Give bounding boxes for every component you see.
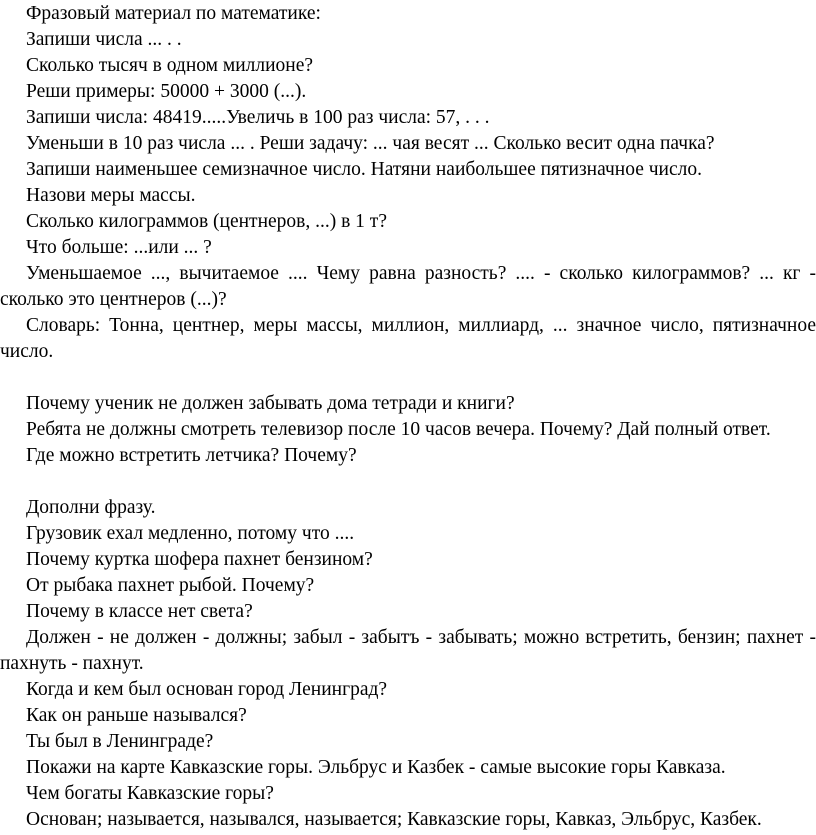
paragraph: Ребята не должны смотреть телевизор после 10 часов вечера. Почему? Дай полный ответ. xyxy=(26,419,771,440)
paragraph: Как он раньше назывался? xyxy=(26,705,247,726)
paragraph: Почему в классе нет света? xyxy=(26,601,253,622)
paragraph: Чем богаты Кавказские горы? xyxy=(26,783,274,804)
paragraph: Уменьши в 10 раз числа ... . Реши задачу: ... чая весят ... Сколько весит одна пачка? xyxy=(26,133,715,154)
paragraph: От рыбака пахнет рыбой. Почему? xyxy=(26,575,315,596)
paragraph: Сколько килограммов (центнеров, ...) в 1 т? xyxy=(26,211,387,232)
paragraph: Уменьшаемое ..., вычитаемое .... Чему равна разность? .... - сколько килограммов? ... кг - сколько это центнеров (...)? xyxy=(0,263,816,310)
paragraph: Покажи на карте Кавказские горы. Эльбрус и Казбек - самые высокие горы Кавказа. xyxy=(26,757,726,778)
paragraph: Сколько тысяч в одном миллионе? xyxy=(26,55,314,76)
paragraph: Где можно встретить летчика? Почему? xyxy=(26,445,357,466)
paragraph: Основан; называется, назывался, называется; Кавказские горы, Кавказ, Эльбрус, Казбек. xyxy=(26,809,762,830)
blank-line xyxy=(0,365,816,391)
paragraph: Словарь: Тонна, центнер, меры массы, миллион, миллиард, ... значное число, пятизначное число. xyxy=(0,315,816,362)
paragraph: Ты был в Ленинграде? xyxy=(26,731,214,752)
paragraph: Фразовый материал по математике: xyxy=(26,3,321,24)
paragraph: Что больше: ...или ... ? xyxy=(26,237,212,258)
paragraph: Назови меры массы. xyxy=(26,185,196,206)
paragraph: Должен - не должен - должны; забыл - забытъ - забывать; можно встретить, бензин; пахнет - пахнуть - пахнут. xyxy=(0,627,816,674)
paragraph: Запиши числа ... . . xyxy=(26,29,182,50)
paragraph: Дополни фразу. xyxy=(26,497,156,518)
paragraph: Запиши наименьшее семизначное число. Натяни наибольшее пятизначное число. xyxy=(26,159,703,180)
paragraph: Запиши числа: 48419.....Увеличь в 100 раз числа: 57, . . . xyxy=(26,107,490,128)
paragraph: Почему куртка шофера пахнет бензином? xyxy=(26,549,373,570)
paragraph: Реши примеры: 50000 + 3000 (...). xyxy=(26,81,307,102)
blank-line xyxy=(0,469,816,495)
paragraph: Когда и кем был основан город Ленинград? xyxy=(26,679,388,700)
paragraph: Почему ученик не должен забывать дома тетради и книги? xyxy=(26,393,515,414)
paragraph: Грузовик ехал медленно, потому что .... xyxy=(26,523,355,544)
